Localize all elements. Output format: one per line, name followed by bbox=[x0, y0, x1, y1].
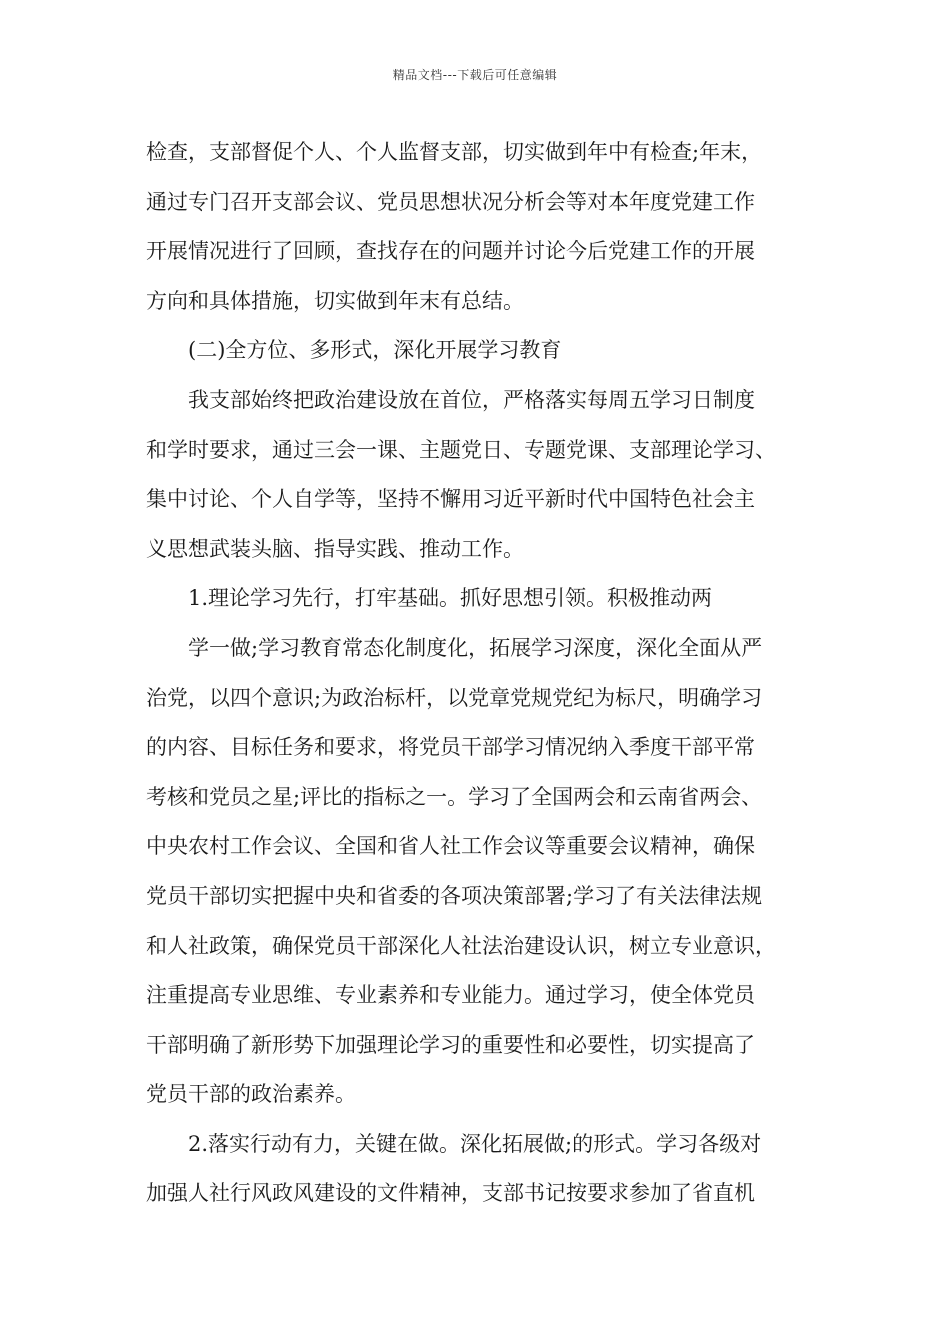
text-line: 治党，以四个意识;为政治标杆，以党章党规党纪为标尺，明确学习 bbox=[146, 685, 763, 710]
text-line: 通过专门召开支部会议、党员思想状况分析会等对本年度党建工作 bbox=[146, 189, 755, 214]
text-line: 方向和具体措施，切实做到年末有总结。 bbox=[146, 288, 524, 313]
page-header: 精品文档---下载后可任意编辑 bbox=[392, 68, 558, 82]
text-line: 检查，支部督促个人、个人监督支部，切实做到年中有检查;年末， bbox=[146, 140, 763, 164]
text-line: 学一做;学习教育常态化制度化，拓展学习深度，深化全面从严 bbox=[188, 635, 763, 660]
text-line: 党员干部的政治素养。 bbox=[146, 1082, 356, 1107]
text-line: 义思想武装头脑、指导实践、推动工作。 bbox=[146, 536, 524, 561]
text-line: 的内容、目标任务和要求，将党员干部学习情况纳入季度干部平常 bbox=[146, 735, 755, 760]
text-line: 开展情况进行了回顾，查找存在的问题并讨论今后党建工作的开展 bbox=[146, 239, 755, 264]
text-line: 加强人社行风政风建设的文件精神，支部书记按要求参加了省直机 bbox=[146, 1181, 755, 1206]
text-line: 我支部始终把政治建设放在首位，严格落实每周五学习日制度 bbox=[188, 387, 755, 412]
text-line: 和学时要求，通过三会一课、主题党日、专题党课、支部理论学习、 bbox=[146, 437, 776, 462]
text-line: 中央农村工作会议、全国和省人社工作会议等重要会议精神，确保 bbox=[146, 834, 755, 859]
section-heading: (二)全方位、多形式，深化开展学习教育 bbox=[188, 338, 562, 363]
text-line: 和人社政策，确保党员干部深化人社法治建设认识，树立专业意识， bbox=[146, 933, 776, 958]
text-line: 注重提高专业思维、专业素养和专业能力。通过学习，使全体党员 bbox=[146, 983, 755, 1008]
subsection-heading: 1.理论学习先行，打牢基础。抓好思想引领。积极推动两 bbox=[188, 586, 713, 611]
text-line: 考核和党员之星;评比的指标之一。学习了全国两会和云南省两会、 bbox=[146, 784, 763, 809]
subsection-heading: 2.落实行动有力，关键在做。深化拓展做;的形式。学习各级对 bbox=[188, 1131, 762, 1156]
text-line: 干部明确了新形势下加强理论学习的重要性和必要性，切实提高了 bbox=[146, 1032, 755, 1057]
document-body bbox=[146, 128, 826, 1219]
text-line: 集中讨论、个人自学等，坚持不懈用习近平新时代中国特色社会主 bbox=[146, 487, 755, 512]
text-line: 党员干部切实把握中央和省委的各项决策部署;学习了有关法律法规 bbox=[146, 883, 763, 908]
